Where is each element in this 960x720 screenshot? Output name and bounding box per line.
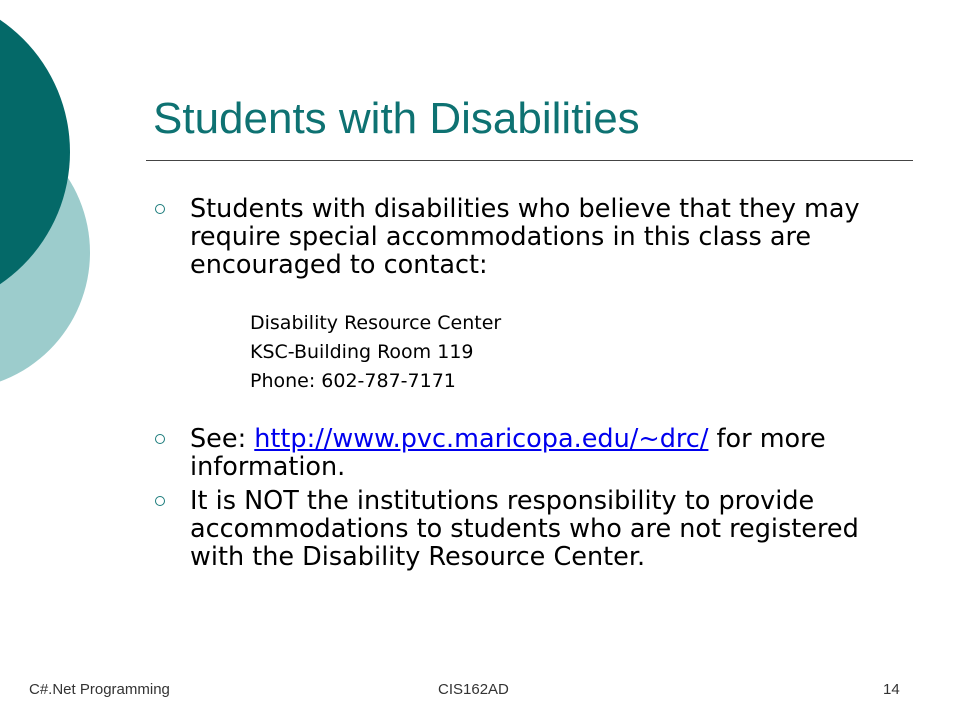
footer-course-name: C#.Net Programming (29, 681, 170, 698)
bullet-text: It is NOT the institutions responsibility to provide accommodations to students who are not registered with the Disability Resource Center. (190, 486, 859, 572)
bullet-text: Students with disabilities who believe that they may require special accommodations in this class are encouraged to contact: (190, 194, 860, 280)
slide-title: Students with Disabilities (153, 94, 640, 143)
circle-bullet-icon (155, 496, 165, 506)
title-divider (146, 160, 913, 161)
bullet-suffix: for more information. (190, 424, 826, 482)
circle-bullet-icon (155, 204, 165, 214)
bullet-item (155, 195, 895, 279)
footer-page-number: 14 (883, 681, 900, 698)
bullet-text (190, 425, 895, 481)
footer-course-code: CIS162AD (438, 681, 509, 698)
drc-website-link[interactable]: http://www.pvc.maricopa.edu/~drc/ (254, 424, 709, 454)
contact-location: KSC-Building Room 119 (250, 341, 474, 363)
circle-bullet-icon (155, 434, 165, 444)
bullet-item (155, 487, 895, 571)
bullet-item (155, 425, 895, 481)
contact-phone: Phone: 602-787-7171 (250, 370, 456, 392)
bullet-prefix: See: (190, 424, 255, 454)
contact-name: Disability Resource Center (250, 312, 502, 334)
